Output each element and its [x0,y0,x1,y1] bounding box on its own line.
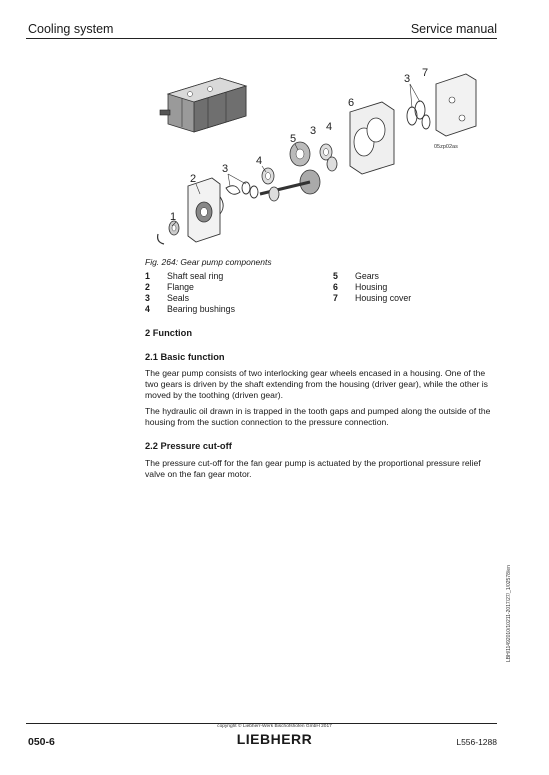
section-heading-function: 2 Function [145,328,192,338]
header-title: Service manual [410,22,497,36]
figure-caption: Fig. 264: Gear pump components [145,257,272,267]
liebherr-logo: LIEBHERR [236,731,313,747]
page-number: 050-6 [28,736,55,748]
legend-item [145,282,235,293]
legend-number: 4 [145,304,150,314]
legend-number: 5 [333,271,338,281]
header-divider [26,38,497,39]
callout-5: 5 [290,133,297,145]
legend-number: 2 [145,282,150,292]
legend-item [333,282,411,293]
shaft-seal-ring-illustration [158,221,179,244]
bearing-bushings-right-illustration [320,144,337,171]
legend-label: Bearing bushings [167,304,235,314]
legend-item [333,271,411,282]
legend-column-left [145,271,235,315]
gear-pump-exploded-view [150,64,490,254]
legend-label: Housing [355,282,388,292]
bearing-bushings-left-illustration [262,168,279,201]
housing-illustration [350,102,394,174]
callout-3-right: 3 [404,73,411,85]
legend-label: Gears [355,271,379,281]
header-section: Cooling system [28,22,114,36]
paragraph-basic-function-2: The hydraulic oil drawn in is trapped in the tooth gaps and pumped along the outside of the housing from the suction connection to the pressure connection. [145,406,491,428]
callout-3-mid: 3 [310,125,317,137]
legend-label: Shaft seal ring [167,271,224,281]
paragraph-basic-function-1: The gear pump consists of two interlocking gear wheels encased in a housing. One of the two gears is driven by the shaft extending from the housing (driver gear), while the other is moved by the toothing (driven gear). [145,368,488,401]
cover-seals-illustration [407,101,430,129]
section-heading-pressure-cutoff: 2.2 Pressure cut-off [145,441,232,451]
callout-2: 2 [190,173,197,185]
callout-4-left: 4 [256,155,263,167]
copyright-notice: copyright © Liebherr-Werk Bischofshofen GmbH 2017 [217,724,332,729]
legend-number: 3 [145,293,150,303]
callout-7: 7 [422,67,429,79]
document-code: L556-1288 [456,737,497,747]
assembled-pump-illustration [160,78,246,132]
callout-4-right: 4 [326,121,333,133]
legend-item [145,304,235,315]
legend-number: 6 [333,282,338,292]
callout-3-left: 3 [222,163,229,175]
paragraph-pressure-cutoff: The pressure cut-off for the fan gear pump is actuated by the proportional pressure relief valve on the fan gear motor. [145,458,481,480]
legend-label: Seals [167,293,190,303]
callout-1: 1 [170,211,177,223]
legend-item [333,293,411,304]
figure-code: 05zp02as [434,144,458,150]
callout-6: 6 [348,97,355,109]
legend-label: Flange [167,282,194,292]
legend-item [145,293,235,304]
legend-column-right [333,271,411,304]
flange-illustration [188,178,220,242]
legend-label: Housing cover [355,293,412,303]
legend-number: 7 [333,293,338,303]
legend-number: 1 [145,271,150,281]
document-side-code: LBH/11492010/10211-2017/27/_1/02578/en [506,565,512,662]
legend-item [145,271,235,282]
section-heading-basic-function: 2.1 Basic function [145,352,225,362]
housing-cover-illustration [436,74,476,136]
